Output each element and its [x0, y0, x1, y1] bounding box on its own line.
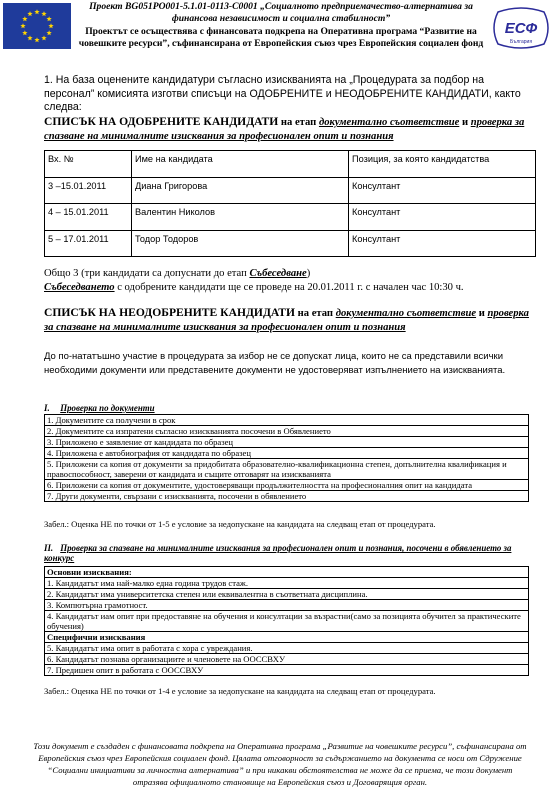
rejected-title-doc: документално съответствие: [335, 308, 477, 319]
approved-total: [44, 267, 544, 295]
table-cell: Диана Григорова: [132, 177, 349, 204]
approved-heading: [44, 115, 534, 143]
table-row: [45, 177, 536, 204]
project-header-text: [74, 1, 488, 51]
table-cell: Консултант: [349, 177, 536, 204]
list-item: 4. Приложена е автобиография от кандидата по образец: [45, 448, 529, 459]
rejected-title-and: и: [476, 308, 488, 319]
table-row: [45, 600, 529, 611]
table-row: [45, 480, 529, 491]
approved-title-doc: документално съответствие: [318, 117, 460, 128]
esf-logo-subtext: България: [509, 39, 533, 45]
table-header-row: [45, 151, 536, 178]
list-item: 5. Кандидатът има опит в работата с хора с увреждания.: [45, 643, 529, 654]
specific-requirements-label: Специфични изисквания: [45, 632, 529, 643]
table-row: [45, 426, 529, 437]
rejected-title-check: проверка за спазване на минималните изисквания за професионален опит и познания: [44, 308, 529, 333]
approved-title-check: проверка за спазване на минималните изисквания за професионален опит и познания: [44, 117, 525, 142]
rejected-paragraph: До по-нататъшно участие в процедурата за избор не се допускат лица, които не са представили всички необходими документи или представените документи не удостоверяват изпълнението на изискванията.: [44, 351, 506, 376]
project-title: Проект BG051PO001-5.1.01-0113-C0001 „Социалното предприемачество-алтернатива за финансова независимост и социална стабилност”: [89, 1, 473, 25]
list-item: 6. Кандидатът познава организациите и членовете на ООССВХУ: [45, 654, 529, 665]
section1-heading: Проверка по документи: [60, 403, 155, 413]
list-item: 1. Документите са получени в срок: [45, 415, 529, 426]
table-row: [45, 459, 529, 480]
interview-line: [44, 281, 544, 295]
section2-heading: Проверка за спазване на минималните изисквания за професионален опит и познания, посочени в обявлението за конкурс: [44, 543, 512, 563]
section2-title: [44, 543, 514, 563]
list-item: 5. Приложени са копия от документи за придобитата образователно-квалификационна степен, допълнителна квалификация и правоспособност, заверени от кандидата и същите отговарят на изискванията: [45, 459, 529, 480]
table-row: [45, 437, 529, 448]
rejected-title-mid: на етап: [295, 308, 336, 319]
table-row: [45, 589, 529, 600]
table-row: [45, 578, 529, 589]
total-line: [44, 267, 544, 281]
table-row: [45, 415, 529, 426]
table-row: [45, 665, 529, 676]
table-row: [45, 654, 529, 665]
table-row: [45, 567, 529, 578]
column-header: Позиция, за която кандидатства: [349, 151, 536, 178]
total-close: ): [306, 268, 311, 279]
table-cell: 5 – 17.01.2011: [45, 230, 132, 257]
section2-note: Забел.: Оценка НЕ по точки от 1-4 е условие за недопускане на кандидата на следващ етап от процедурата.: [44, 686, 436, 696]
interview-stage-label: Събеседване: [249, 268, 307, 279]
disclaimer-footer: Този документ е създаден с финансовата подкрепа на Оперативна програма „Развитие на човешките ресурси”, съфинансирана от Европейския съюз чрез Европейския социален фонд. Цялата отговорност за съдържанието на документа се носи от Сдружение “Социални инициативи за личностна алтернатива” и при никакви обстоятелства не може да се приема, че този документ отразява официалното становище на Европейския съюз и Договарящия орган.: [33, 741, 527, 787]
approved-title-and: и: [459, 117, 471, 128]
table-row: [45, 448, 529, 459]
table-row: [45, 491, 529, 502]
list-item: 7. Други документи, свързани с изискванията, посочени в обявлението: [45, 491, 529, 502]
table-row: [45, 632, 529, 643]
interview-text: с одобрените кандидати ще се проведе на 20.01.2011 г. с начален час 10:30 ч.: [114, 282, 464, 293]
section1-title: [44, 403, 155, 413]
basic-requirements-label: Основни изисквания:: [45, 567, 529, 578]
page-header: [0, 0, 559, 66]
list-item: 2. Документите са изпратени съгласно изискванията посочени в Обявлението: [45, 426, 529, 437]
list-item: 2. Кандидатът има университетска степен или еквивалентна в съответната дисциплина.: [45, 589, 529, 600]
list-item: 7. Предишен опит в работата с ООССВХУ: [45, 665, 529, 676]
rejected-title: СПИСЪК НА НЕОДОБРЕНИТЕ КАНДИДАТИ: [44, 306, 296, 319]
list-item: 1. Кандидатът има най-малко една година трудов стаж.: [45, 578, 529, 589]
section1-note: Забел.: Оценка НЕ по точки от 1-5 е условие за недопускане на кандидата на следващ етап от процедурата.: [44, 519, 436, 529]
approved-title-mid: на етап: [278, 117, 319, 128]
table-row: [45, 611, 529, 632]
requirements-table: [44, 566, 529, 676]
approved-title: СПИСЪК НА ОДОБРЕНИТЕ КАНДИДАТИ: [44, 115, 279, 128]
table-cell: Консултант: [349, 204, 536, 231]
esf-logo-text: ЕСФ: [504, 20, 538, 37]
column-header: Вх. №: [45, 151, 132, 178]
list-item: 3. Приложено е заявление от кандидата по образец: [45, 437, 529, 448]
document-check-table: [44, 414, 529, 502]
approved-candidates-table: [44, 150, 536, 257]
table-cell: Валентин Николов: [132, 204, 349, 231]
list-item: 6. Приложени са копия от документите, удостоверяващи продължителността на професионалния опит на кандидата: [45, 480, 529, 491]
list-item: 3. Компютърна грамотност.: [45, 600, 529, 611]
table-cell: Консултант: [349, 230, 536, 257]
table-cell: Тодор Тодоров: [132, 230, 349, 257]
section1-number: I.: [44, 403, 50, 413]
interview-label: Събеседването: [44, 282, 115, 293]
section2-number: II.: [44, 543, 54, 553]
list-item: 4. Кандидатът иам опит при предоставяне на обучения и консултации за възрастни(само за позицията обучител за практическите обучения): [45, 611, 529, 632]
esf-logo-icon: [490, 6, 552, 50]
table-row: [45, 643, 529, 654]
eu-flag-icon: [3, 3, 71, 49]
table-cell: 4 – 15.01.2011: [45, 204, 132, 231]
total-text: Общо 3 (три кандидати са допуснати до етап: [44, 268, 250, 279]
rejected-heading: [44, 306, 536, 334]
table-row: [45, 230, 536, 257]
funding-statement: Проектът се осъществява с финансовата подкрепа на Оперативна програма “Развитие на човешките ресурси”, съфинансирана от Европейския съюз чрез Европейския социален фонд: [78, 25, 484, 50]
table-row: [45, 204, 536, 231]
table-cell: 3 –15.01.2011: [45, 177, 132, 204]
intro-paragraph: 1. На база оценените кандидатури съгласно изискванията на „Процедурата за подбор на персонал” комисията изготви списъци на ОДОБРЕНИТЕ и НЕОДОБРЕНИТЕ КАНДИДАТИ, както следва:: [44, 74, 521, 113]
column-header: Име на кандидата: [132, 151, 349, 178]
